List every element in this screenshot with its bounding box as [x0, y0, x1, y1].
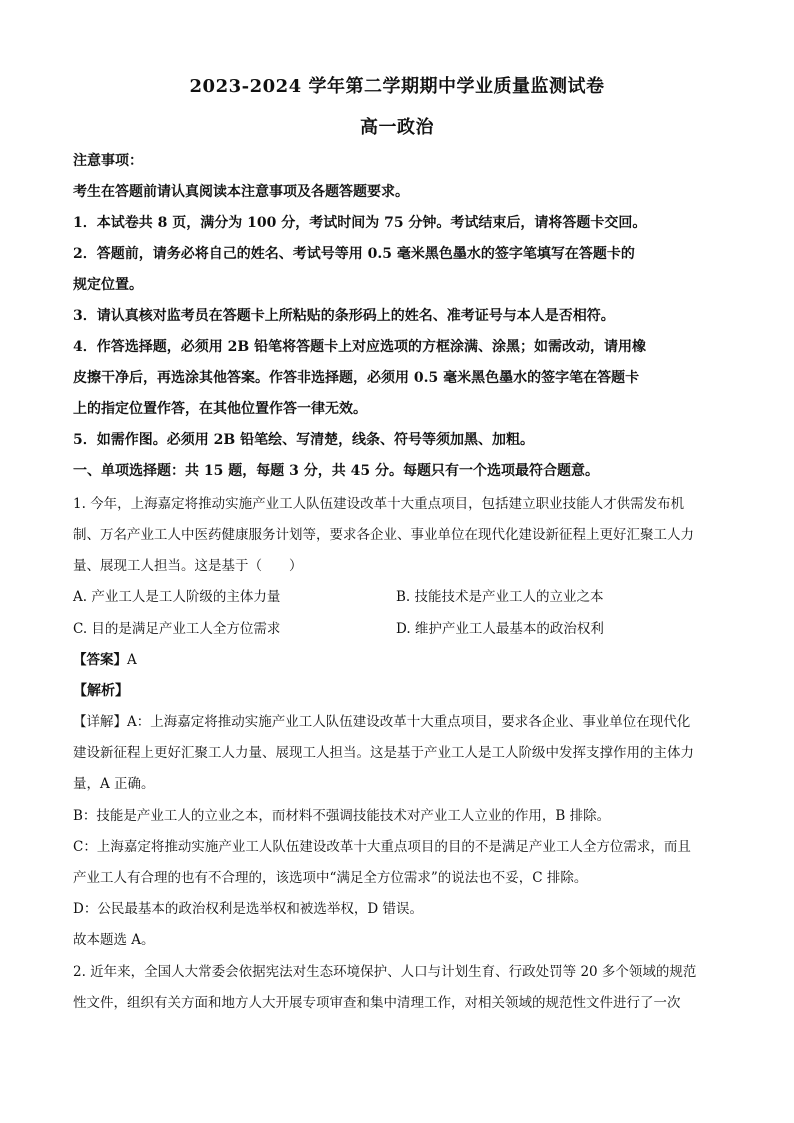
question-stem-line: 制、万名产业工人中医药健康服务计划等，要求各企业、事业单位在现代化建设新征程上更好汇聚工人力	[73, 527, 694, 543]
detail-line: D：公民最基本的政治权利是选举权和被选举权，D 错误。	[73, 901, 423, 917]
notice-heading: 注意事项：	[73, 153, 143, 169]
notice-item: 规定位置。	[73, 277, 143, 293]
notice-item: 5．如需作图。必须用 2B 铅笔绘、写清楚，线条、符号等须加黑、加粗。	[73, 432, 535, 448]
exam-subject: 高一政治	[360, 117, 434, 138]
detail-line: 故本题选 A。	[73, 932, 155, 948]
detail-line: C：上海嘉定将推动实施产业工人队伍建设改革十大重点项目的目的不是满足产业工人全方位需求，而且	[73, 839, 691, 855]
notice-item: 3．请认真核对监考员在答题卡上所粘贴的条形码上的姓名、准考证号与本人是否相符。	[73, 308, 615, 324]
notice-intro: 考生在答题前请认真阅读本注意事项及各题答题要求。	[73, 184, 409, 200]
notice-item: 4．作答选择题，必须用 2B 铅笔将答题卡上对应选项的方框涂满、涂黑；如需改动，请用橡	[73, 339, 647, 355]
detail-line: 【详解】A：上海嘉定将推动实施产业工人队伍建设改革十大重点项目，要求各企业、事业单位在现代化	[73, 714, 691, 730]
detail-line: 量，A 正确。	[73, 776, 155, 792]
answer-line	[73, 651, 733, 669]
notice-item: 上的指定位置作答，在其他位置作答一律无效。	[73, 401, 367, 417]
answer-value: A	[127, 652, 137, 668]
exam-title: 2023-2024 学年第二学期期中学业质量监测试卷	[189, 76, 605, 97]
detail-line: B：技能是产业工人的立业之本，而材料不强调技能技术对产业工人立业的作用，B 排除。	[73, 808, 611, 824]
option-d: D. 维护产业工人最基本的政治权利	[396, 621, 604, 637]
detail-line: 建设新征程上更好汇聚工人力量、展现工人担当。这是基于产业工人是工人阶级中发挥支撑作用的主体力	[73, 745, 694, 761]
answer-label: 【答案】	[73, 652, 127, 668]
detail-line: 产业工人有合理的也有不合理的，该选项中“满足全方位需求”的说法也不妥，C 排除。	[73, 870, 588, 886]
analysis-label: 【解析】	[73, 683, 129, 699]
question-stem-line: 量、展现工人担当。这是基于（ ）	[73, 558, 303, 574]
question-stem-line: 1. 今年，上海嘉定将推动实施产业工人队伍建设改革十大重点项目，包括建立职业技能人才供需发布机	[73, 496, 685, 512]
question-stem-line: 2. 近年来，全国人大常委会依据宪法对生态环境保护、人口与计划生育、行政处罚等 20 多个领域的规范	[73, 964, 697, 980]
question-stem-line: 性文件，组织有关方面和地方人大开展专项审查和集中清理工作，对相关领域的规范性文件进行了一次	[73, 995, 681, 1011]
notice-item: 皮擦干净后，再选涂其他答案。作答非选择题，必须用 0.5 毫米黑色墨水的签字笔在答题卡	[73, 370, 640, 386]
option-c: C. 目的是满足产业工人全方位需求	[73, 621, 281, 637]
option-b: B. 技能技术是产业工人的立业之本	[396, 589, 604, 605]
notice-item: 2．答题前，请务必将自己的姓名、考试号等用 0.5 毫米黑色墨水的签字笔填写在答题卡的	[73, 246, 635, 262]
option-a: A. 产业工人是工人阶级的主体力量	[73, 589, 281, 605]
section-heading: 一、单项选择题：共 15 题，每题 3 分，共 45 分。每题只有一个选项最符合题意。	[73, 463, 599, 479]
notice-item: 1．本试卷共 8 页，满分为 100 分，考试时间为 75 分钟。考试结束后，请将答题卡交回。	[73, 215, 647, 231]
